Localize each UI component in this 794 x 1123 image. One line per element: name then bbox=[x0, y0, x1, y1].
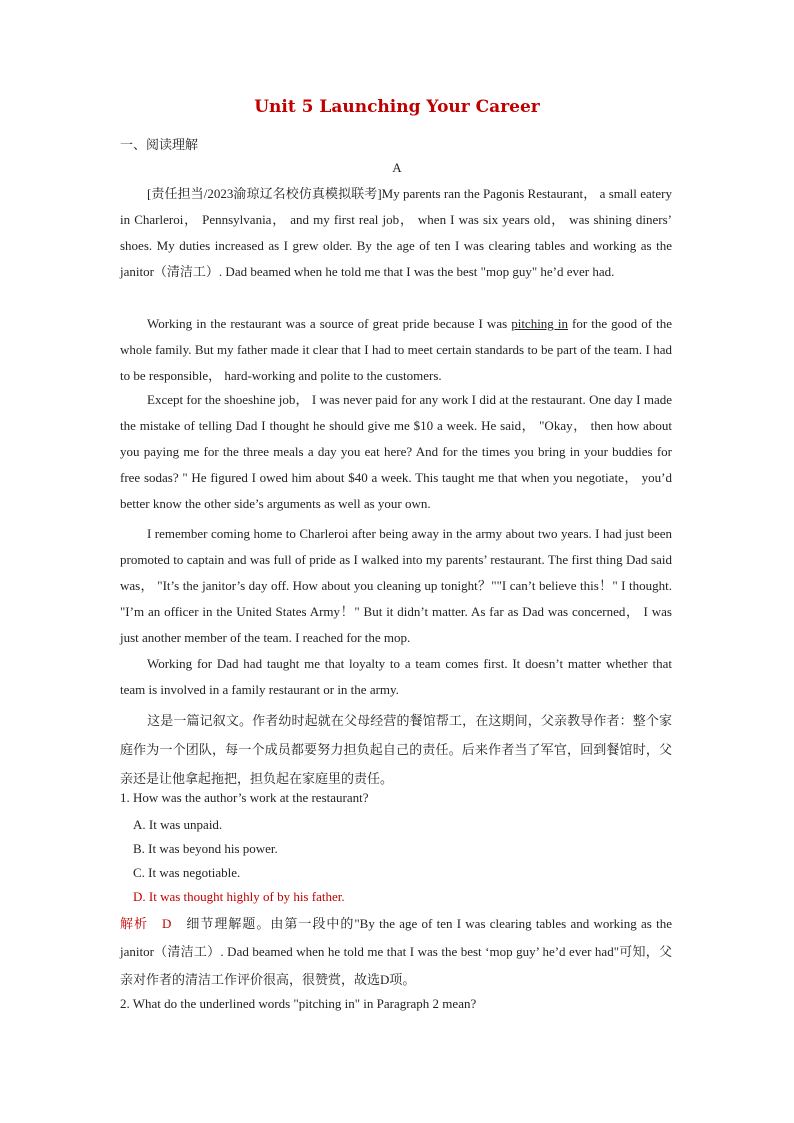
passage-summary: 这是一篇记叙文。作者幼时起就在父母经营的餐馆帮工，在这期间，父亲教导作者：整个家庭作为一个团队，每一个成员都要努力担负起自己的责任。后来作者当了军官，回到餐馆时，父亲还是让他拿起拖把，担负起在家庭里的责任。 bbox=[120, 713, 672, 786]
explanation-tag: 解析 D bbox=[120, 916, 172, 931]
question-1-option-b: B. It was beyond his power. bbox=[133, 841, 278, 856]
paragraph-3: Except for the shoeshine job， I was never paid for any work I did at the restaurant. One day I made the mistake of telling Dad I thought he should give me $10 a week. He said， "Okay， then how about you paying me for the three meals a day you eat here? And for the times you bring in your buddies for free sodas? " He figured I owed him about $40 a week. This taught me that when you negotiate， you’d better know the other side’s arguments as well as your own. bbox=[120, 392, 672, 511]
passage-label: A bbox=[392, 160, 402, 175]
paragraph-2: Working in the restaurant was a source of great pride because I was pitching in for the good of the whole family. But my father made it clear that I had to meet certain standards to be part of the team. I had to be responsible， hard-working and polite to the customers. bbox=[120, 316, 672, 383]
paragraph-1: [责任担当/2023渝琼辽名校仿真模拟联考]My parents ran the Pagonis Restaurant， a small eatery in Charleroi， Pennsylvania， and my first real job， when I was six years old， was shining diners’ shoes. My duties increased as I grew older. By the age of ten I was clearing tables and working as the janitor（清洁工）. Dad beamed when he told me that I was the best "mop guy" he’d ever had. bbox=[120, 186, 672, 279]
question-2-stem: 2. What do the underlined words "pitching in" in Paragraph 2 mean? bbox=[120, 996, 477, 1011]
question-1-option-c: C. It was negotiable. bbox=[133, 865, 241, 880]
underlined-phrase: pitching in bbox=[511, 316, 568, 331]
page-title: Unit 5 Launching Your Career bbox=[254, 97, 540, 117]
section-heading: 一、阅读理解 bbox=[120, 137, 199, 152]
question-1-option-d: D. It was thought highly of by his father. bbox=[133, 889, 345, 904]
question-1-explanation: 解析 D 细节理解题。由第一段中的"By the age of ten I was clearing tables and working as the janitor（清洁工）. Dad beamed when he told me that I was the best ‘mop guy’ he’d ever had"可知，父亲对作者的清洁工作评价很高，很赞赏，故选D项。 bbox=[120, 916, 673, 987]
paragraph-5: Working for Dad had taught me that loyalty to a team comes first. It doesn’t matter whether that team is involved in a family restaurant or in the army. bbox=[120, 656, 672, 697]
question-1-stem: 1. How was the author’s work at the restaurant? bbox=[120, 790, 369, 805]
question-1-option-a: A. It was unpaid. bbox=[133, 817, 223, 832]
paragraph-4: I remember coming home to Charleroi after being away in the army about two years. I had just been promoted to captain and was full of pride as I walked into my parents’ restaurant. The first thing Dad said was， "It’s the janitor’s day off. How about you cleaning up tonight？""I can’t believe this！" I thought. "I’m an officer in the United States Army！" But it didn’t matter. As far as Dad was concerned， I was just another member of the team. I reached for the mop. bbox=[120, 526, 672, 645]
